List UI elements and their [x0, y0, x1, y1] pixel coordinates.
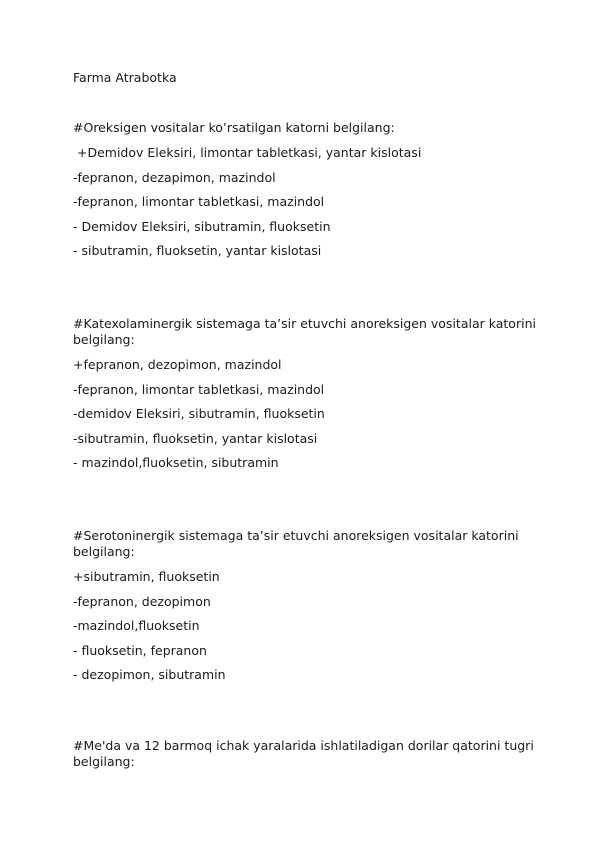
answer-option: - mazindol,fluoksetin, sibutramin: [73, 455, 279, 470]
answer-option: -fepranon, dezapimon, mazindol: [73, 169, 276, 185]
answer-option-correct: +sibutramin, fluoksetin: [73, 569, 220, 584]
question-text: #Katexolaminergik sistemaga ta’sir etuvchi anoreksigen vositalar katorini belgilang:: [73, 316, 536, 347]
answer-option: -fepranon, dezopimon: [73, 593, 211, 609]
question-text: #Me'da va 12 barmoq ichak yaralarida ishlatiladigan dorilar qatorini tugri belgilang:: [73, 738, 534, 769]
answer-option: - fluoksetin, fepranon: [73, 642, 207, 658]
question-block: [73, 120, 543, 268]
answer-options: [73, 357, 543, 471]
answer-option: -fepranon, limontar tabletkasi, mazindol: [73, 381, 325, 397]
answer-option: - sibutramin, fluoksetin, yantar kislotasi: [73, 243, 322, 258]
question-block: [73, 738, 543, 779]
answer-option-correct: +Demidov Eleksiri, limontar tabletkasi, yantar kislotasi: [73, 145, 422, 160]
answer-option: -demidov Eleksiri, sibutramin, fluoksetin: [73, 406, 325, 421]
question-block: [73, 528, 543, 692]
question-text: #Oreksigen vositalar ko’rsatilgan katorni belgilang:: [73, 120, 395, 135]
document-title: Farma Atrabotka: [73, 70, 177, 85]
answer-options: [73, 569, 543, 683]
question-text: #Serotoninergik sistemaga ta’sir etuvchi anoreksigen vositalar katorini belgilang:: [73, 528, 519, 559]
answer-option-correct: +fepranon, dezopimon, mazindol: [73, 357, 282, 372]
answer-option: -mazindol,fluoksetin: [73, 618, 200, 633]
answer-option: -fepranon, limontar tabletkasi, mazindol: [73, 194, 325, 209]
answer-option: -sibutramin, fluoksetin, yantar kislotasi: [73, 430, 318, 446]
question-block: [73, 316, 543, 480]
answer-option: - Demidov Eleksiri, sibutramin, fluoksetin: [73, 218, 331, 234]
answer-option: - dezopimon, sibutramin: [73, 667, 226, 682]
answer-options: [73, 145, 543, 259]
